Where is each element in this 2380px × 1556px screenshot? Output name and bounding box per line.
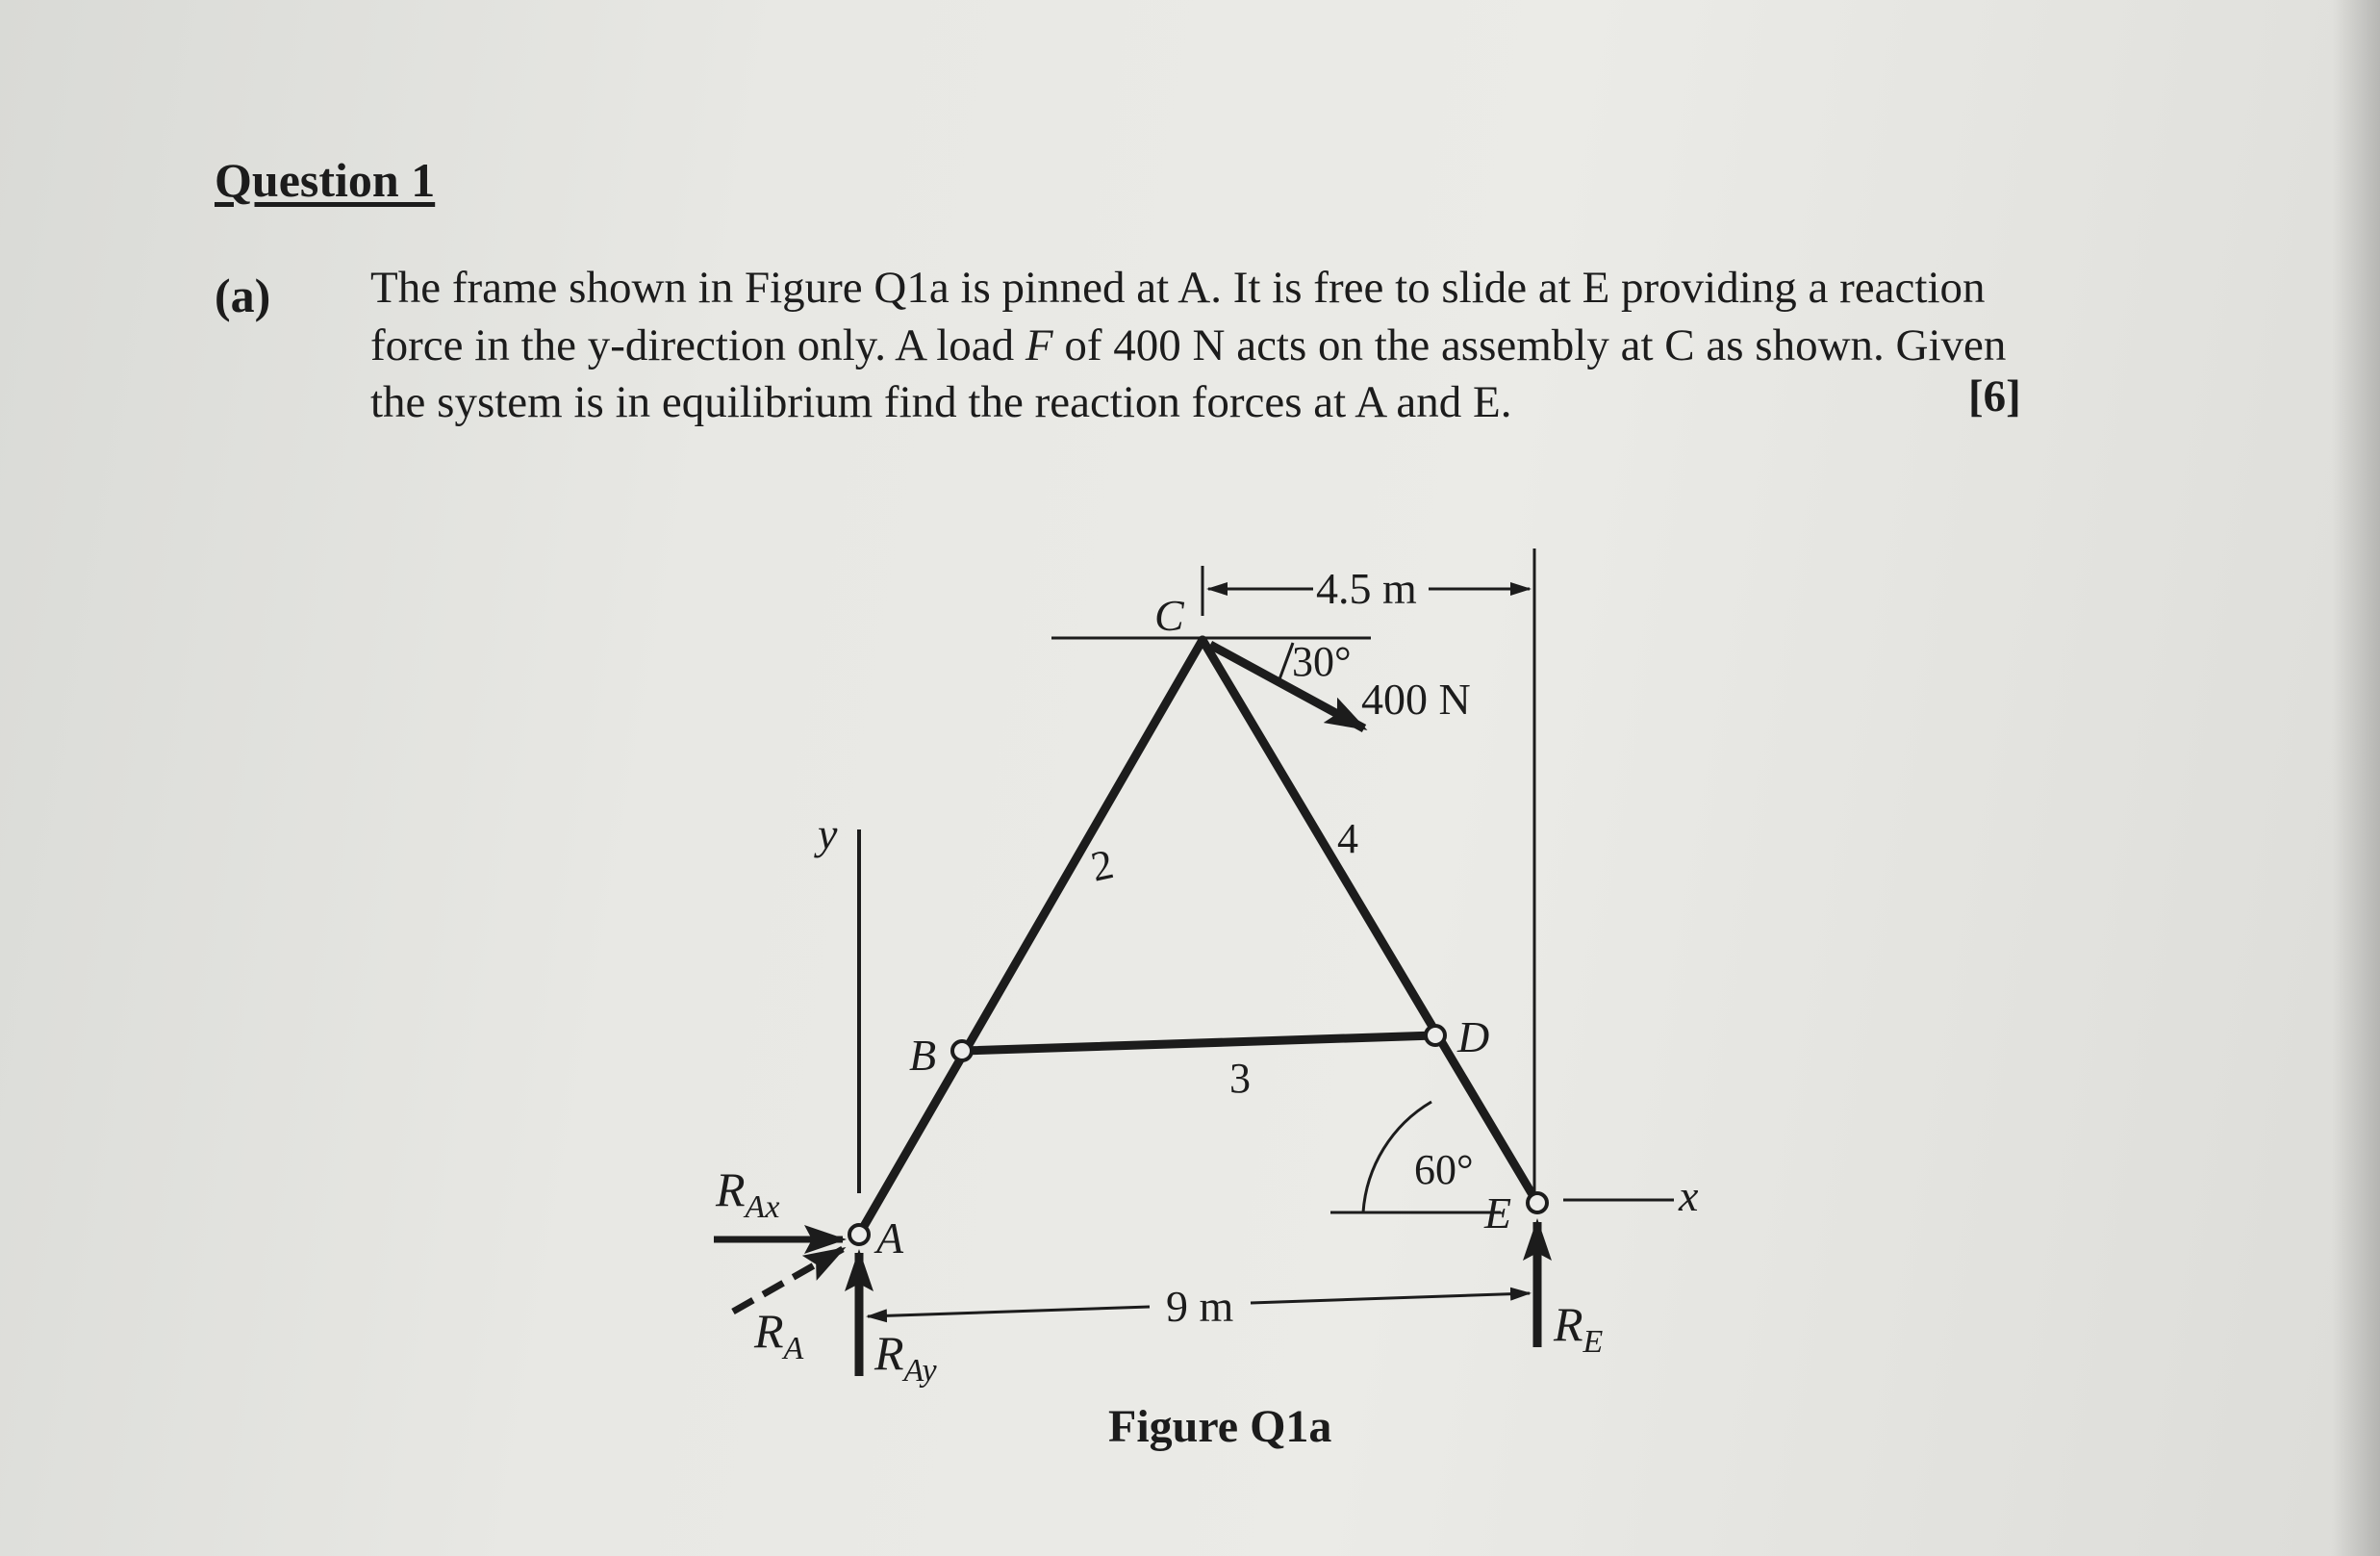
pin-d [1426,1026,1445,1045]
figure-caption: Figure Q1a [1108,1401,1332,1452]
part-label: (a) [215,268,271,322]
label-axis-x: x [1679,1171,1699,1220]
label-rax-sub: Ax [745,1189,780,1225]
label-e: E [1484,1188,1512,1237]
question-line-2-post: of 400 N acts on the assembly at C as shown. Given [1052,320,2007,370]
label-ra-main: R [754,1304,784,1358]
label-c: C [1154,591,1184,640]
dim-9-right-arrow [1251,1293,1530,1303]
label-d: D [1457,1012,1490,1061]
member-ac [859,640,1203,1235]
label-dim-4-5: 4.5 m [1316,564,1417,613]
question-line-3: the system is in equilibrium find the reaction forces at A and E. [370,377,1512,427]
label-rax [715,1162,779,1225]
label-ra-sub: A [783,1331,804,1366]
force-variable: F [1025,320,1053,370]
member-ce [1203,640,1537,1203]
question-line-2-pre: force in the y-direction only. A load [370,320,1025,370]
label-re-sub: E [1582,1324,1604,1360]
dim-9-left-arrow [868,1307,1150,1316]
label-a: A [876,1213,904,1263]
pin-a [849,1225,869,1244]
label-load: 400 N [1361,675,1471,724]
label-re [1553,1297,1604,1360]
label-ray-sub: Ay [903,1353,937,1389]
label-member-4: 4 [1337,815,1358,862]
label-rax-main: R [716,1162,746,1216]
question-line-1: The frame shown in Figure Q1a is pinned at A. It is free to slide at E providing a reaction [370,263,1986,313]
member-bd [962,1035,1435,1051]
label-re-main: R [1554,1297,1583,1351]
pin-e [1528,1193,1547,1212]
label-ray [874,1326,937,1389]
reaction-a-arrow [733,1249,843,1312]
label-member-3: 3 [1229,1055,1251,1102]
label-ra [753,1304,804,1366]
label-b: B [909,1031,937,1080]
thirty-degree-tick [1279,643,1293,679]
label-angle-30: 30° [1292,638,1352,685]
pin-b [952,1041,972,1060]
label-member-2: 2 [1086,840,1118,891]
label-dim-9: 9 m [1166,1282,1234,1331]
marks-badge: [6] [1968,371,2021,421]
question-title: Question 1 [215,153,436,207]
label-ray-main: R [874,1326,904,1380]
label-angle-60: 60° [1414,1146,1474,1193]
label-axis-y: y [818,809,838,858]
